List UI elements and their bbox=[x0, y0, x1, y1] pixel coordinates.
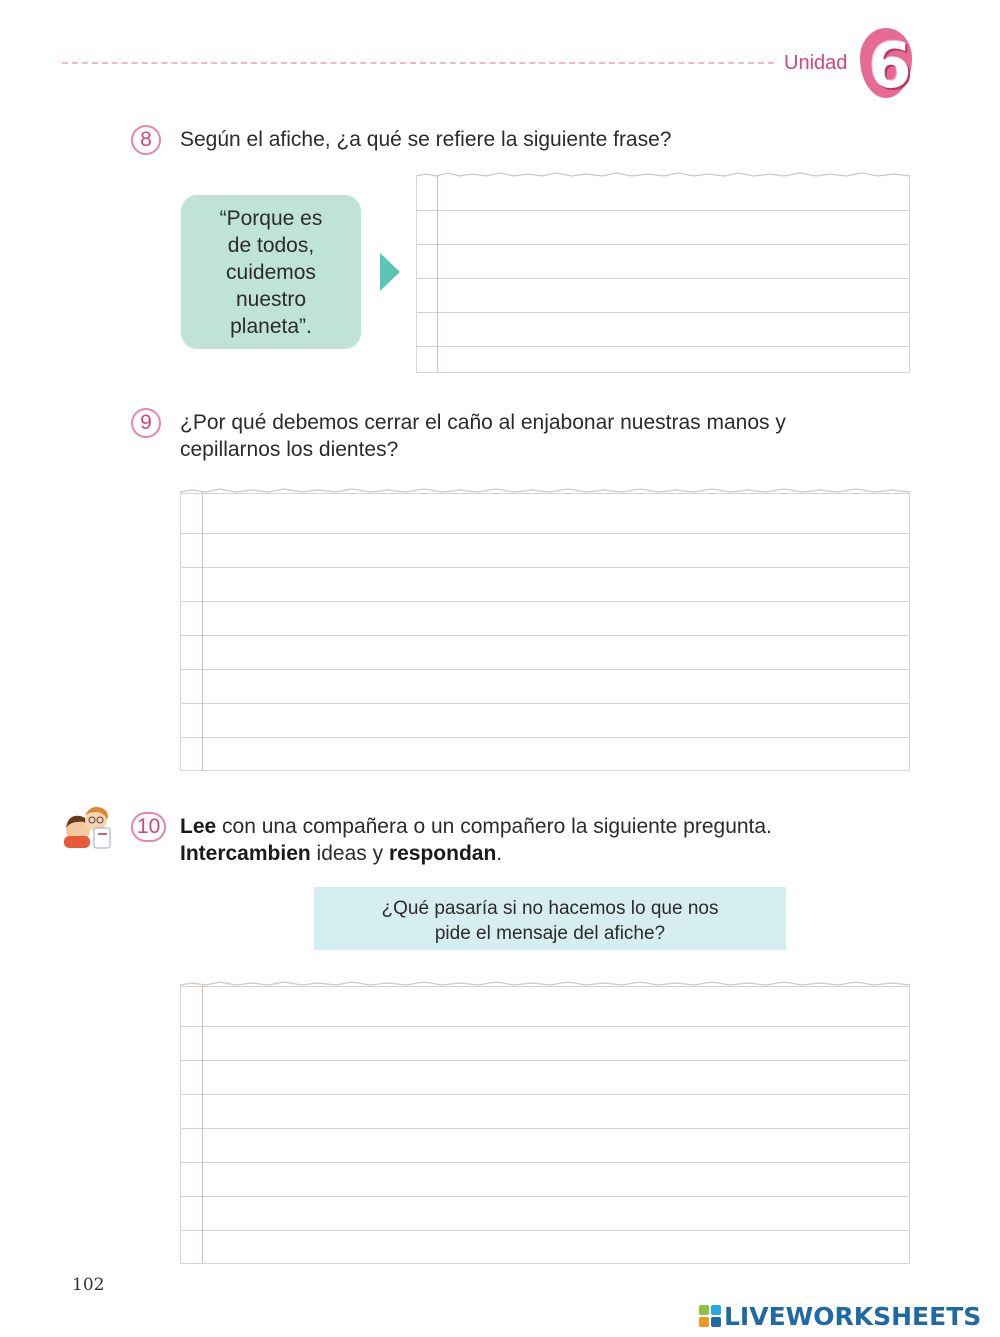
quote-line: de todos, bbox=[227, 234, 315, 257]
unit-number: 6 bbox=[868, 29, 912, 102]
instruction-bold-lee: Lee bbox=[180, 815, 217, 838]
instruction-bold-respondan: respondan bbox=[388, 842, 497, 865]
answer-area-9[interactable] bbox=[180, 492, 910, 771]
paper-margin-line bbox=[202, 985, 203, 1263]
quote-line: “Porque es bbox=[219, 207, 323, 230]
quote-line: cuidemos bbox=[226, 261, 316, 284]
liveworksheets-brand[interactable] bbox=[698, 1300, 981, 1332]
instruction-text: ideas y bbox=[310, 842, 389, 865]
torn-edge bbox=[180, 486, 910, 496]
paper-margin-line bbox=[202, 492, 203, 770]
question-10-text-line2 bbox=[180, 840, 502, 867]
question-10-text-line1 bbox=[180, 813, 772, 840]
message-line: pide el mensaje del afiche? bbox=[434, 923, 666, 944]
question-8-number: 8 bbox=[131, 125, 161, 155]
instruction-text: con una compañera o un compañero la siguiente pregunta. bbox=[216, 815, 772, 838]
answer-area-10[interactable] bbox=[180, 985, 910, 1264]
paper-margin-line bbox=[437, 176, 438, 372]
answer-area-8[interactable] bbox=[416, 176, 910, 373]
question-10-number: 10 bbox=[131, 812, 166, 842]
quote-line: nuestro bbox=[235, 288, 307, 311]
instruction-text: . bbox=[496, 842, 503, 865]
message-box bbox=[314, 887, 786, 950]
quote-box bbox=[181, 195, 361, 349]
arrow-right-icon bbox=[380, 253, 400, 291]
page-number: 102 bbox=[72, 1275, 105, 1295]
instruction-bold-intercambien: Intercambien bbox=[180, 842, 311, 865]
liveworksheets-logo-icon bbox=[698, 1304, 722, 1328]
torn-edge bbox=[416, 170, 910, 180]
pair-work-icon bbox=[60, 800, 114, 850]
torn-edge bbox=[180, 979, 910, 989]
question-8-text: Según el afiche, ¿a qué se refiere la siguiente frase? bbox=[180, 128, 672, 151]
question-9-text-line1: ¿Por qué debemos cerrar el caño al enjabonar nuestras manos y bbox=[180, 411, 786, 434]
header-dashed-line bbox=[62, 62, 774, 64]
question-9-text-line2: cepillarnos los dientes? bbox=[180, 438, 399, 461]
brand-text: LIVEWORKSHEETS bbox=[724, 1301, 982, 1331]
unit-label: Unidad bbox=[784, 52, 848, 74]
quote-line: planeta”. bbox=[230, 315, 312, 338]
question-9-number: 9 bbox=[131, 408, 161, 438]
message-line: ¿Qué pasaría si no hacemos lo que nos bbox=[381, 898, 719, 919]
